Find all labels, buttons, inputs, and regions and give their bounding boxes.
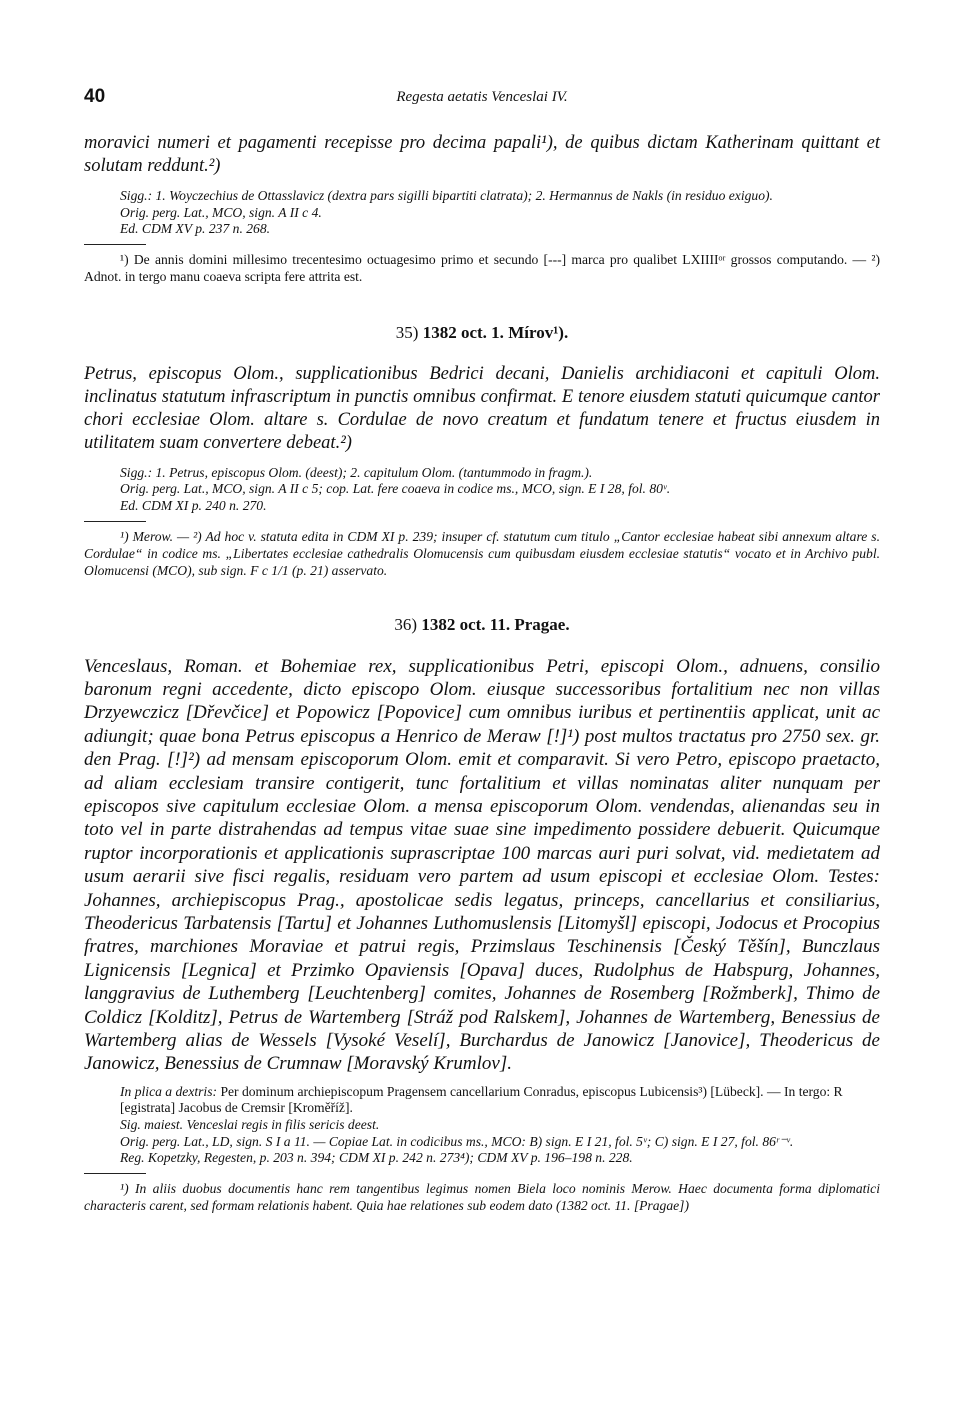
doc-number: 36) xyxy=(394,614,418,634)
footnotes-35: ¹) Merow. — ²) Ad hoc v. statuta edita in CDM XI p. 239; insuper cf. statutum cum titulo „Cantor ecclesiae habeat sibi annexum altare s. Cordulae“ in codice ms. „Libertates ecclesiae cathedralis Olomucensis cum quibusdam eiusdem ecclesiae statutis“ vocato et in Archivo publ. Olomucensi (MCO), sub sign. F c 1/1 (p. 21) asservato. xyxy=(84,528,880,578)
running-title: Regesta aetatis Venceslai IV. xyxy=(396,89,568,105)
plica-label: In plica a dextris: xyxy=(120,1083,218,1099)
original-line: Orig. perg. Lat., LD, sign. S I a 11. — Copiae Lat. in codicibus ms., MCO: B) sign. E I 21, fol. 5ᵛ; C) sign. E I 27, fol. 86ʳ⁻ᵛ. xyxy=(120,1133,794,1149)
sigilla-line: Sigg.: 1. Woyczechius de Ottasslavicz (dextra pars sigilli bipartiti clatrata); 2. Hermannus de Nakls (in residuo exiguo). xyxy=(120,188,773,203)
original-line: Orig. perg. Lat., MCO, sign. A II c 4. xyxy=(120,204,322,220)
footnote-rule xyxy=(84,244,146,245)
footnotes-block1: ¹) De annis domini millesimo trecentesimo octuagesimo primo et secundo [---] marca pro qualibet LXIIIIᵒʳ grossos computando. — ²) Adnot. in tergo manu coaeva scripta fere attrita est. xyxy=(84,251,880,284)
sigilla-line: Sigg.: 1. Petrus, episcopus Olom. (deest); 2. capitulum Olom. (tantummodo in fragm.). xyxy=(120,464,593,480)
footnote-rule xyxy=(84,521,146,522)
apparatus-36 xyxy=(120,1084,880,1167)
doc-date: 1382 oct. 1. xyxy=(422,322,504,342)
doc-number: 35) xyxy=(395,322,419,342)
page-number: 40 xyxy=(84,86,106,107)
regest-continuation: moravici numeri et pagamenti recepisse pro decima papali¹), de quibus dictam Katherinam quittant et solutam reddunt.²) xyxy=(84,133,880,176)
footnotes-36: ¹) In aliis duobus documentis hanc rem tangentibus legimus nomen Biela loco nominis Merow. Haec documenta forma diplomatici characteris carent, sed formam relationis habent. Quia hae relationes sub eodem dato (1382 oct. 11. [Pragae]) xyxy=(84,1180,880,1213)
edition-line: Ed. CDM XV p. 237 n. 268. xyxy=(120,221,271,237)
regesta-line: Reg. Kopetzky, Regesten, p. 203 n. 394; CDM XI p. 242 n. 273⁴); CDM XV p. 196–198 n. 228. xyxy=(120,1150,633,1166)
regest-35: Petrus, episcopus Olom., supplicationibus Bedrici decani, Danielis archidiaconi et capituli Olom. inclinatus statutum infrascriptum in punctis omnibus confirmat. E tenore eiusdem statuti quicumque cantor chori ecclesiae Olom. altare s. Cordulae de novo creatum et fundatum tenere et fructus eiusdem in utilitatem suam convertere debeat.²) xyxy=(84,363,880,453)
doc-heading-35 xyxy=(84,323,880,343)
apparatus-35 xyxy=(120,465,880,515)
plica-text: Per dominum archiepiscopum Pragensem cancellarium Conradus, episcopus Lubicensis³) [Lübeck]. — In tergo: R [egistrata] Jacobus de Cremsir [Kroměříž]. xyxy=(120,1083,843,1116)
apparatus-block1 xyxy=(120,188,880,238)
sigillum-line: Sig. maiest. Venceslai regis in filis sericis deest. xyxy=(120,1117,380,1133)
doc-heading-36 xyxy=(84,615,880,635)
original-line: Orig. perg. Lat., MCO, sign. A II c 5; cop. Lat. fere coaeva in codice ms., MCO, sign. E I 28, fol. 80ᵛ. xyxy=(120,481,671,497)
regest-36: Venceslaus, Roman. et Bohemiae rex, supplicationibus Petri, episcopi Olom., adnuens, consilio baronum regni accedente, dicto episcopo Olom. eiusque successoribus fortalitium nec non villas Drzyewczicz [Dřevčice] et Popowicz [Popovice] cum omnibus iuribus et pertinentiis applicat, unit ac adiungit; quae bona Petrus episcopus a Henrico de Meraw [!]¹) post multos tractatus pro 2750 sex. gr. den Prag. [!]²) ad mensam episcoporum Olom. emit et comparavit. Si vero Petro, episcopo praetacto, ad aliam ecclesiam transire contigerit, tunc fortalitium et villas nominatas aliter nunquam per episcopos sive capitulum ecclesiae Olom. a mensa episcoporum Olom. vendendas, alienandas seu in toto vel in parte distrahendas ad tempus vitae suae sine impedimento possidere debuerit. Quicumque ruptor incorporationis et applicationis suprascriptae 100 marcas auri puri solvat, vid. medietatem ad usum aerarii sive fisci regalis, residuam vero partem ad usum episcopi et ecclesiae Olom. Testes: Johannes, archiepiscopus Prag., apostolicae sedis legatus, princeps, cancellarius et consiliarius, Theodericus Tarbatensis [Tartu] et Johannes Luthomuslensis [Litomyšl] episcopi, Jodocus et Procopius fratres, marchiones Moraviae et patrui regis, Przimslaus Teschinensis [Český Těšín], Bunczlaus Lignicensis [Legnica] et Przimko Opaviensis [Opava] duces, Rudolphus de Habspurg, Johannes, langgravius de Luthemberg [Leuchtenberg] comites, Johannes de Rosemberg [Rožmberk], Thimo de Coldicz [Kolditz], Petrus de Wartemberg [Stráž pod Ralskem], Johannes de Wartemberg, Benessius de Wartemberg alias de Wessels [Vysoké Veselí], Burchardus de Janowicz [Janovice], Theodericus de Janowicz, Benessius de Crumnaw [Moravský Krumlov]. xyxy=(84,655,880,1075)
doc-date: 1382 oct. 11. xyxy=(421,614,511,634)
edition-line: Ed. CDM XI p. 240 n. 270. xyxy=(120,497,267,513)
document-page xyxy=(84,82,880,1214)
footnote-rule xyxy=(84,1173,146,1174)
page-header xyxy=(84,82,880,110)
plica-line xyxy=(120,1084,880,1117)
doc-place: Mírov¹). xyxy=(508,322,569,342)
doc-place: Pragae. xyxy=(514,614,570,634)
